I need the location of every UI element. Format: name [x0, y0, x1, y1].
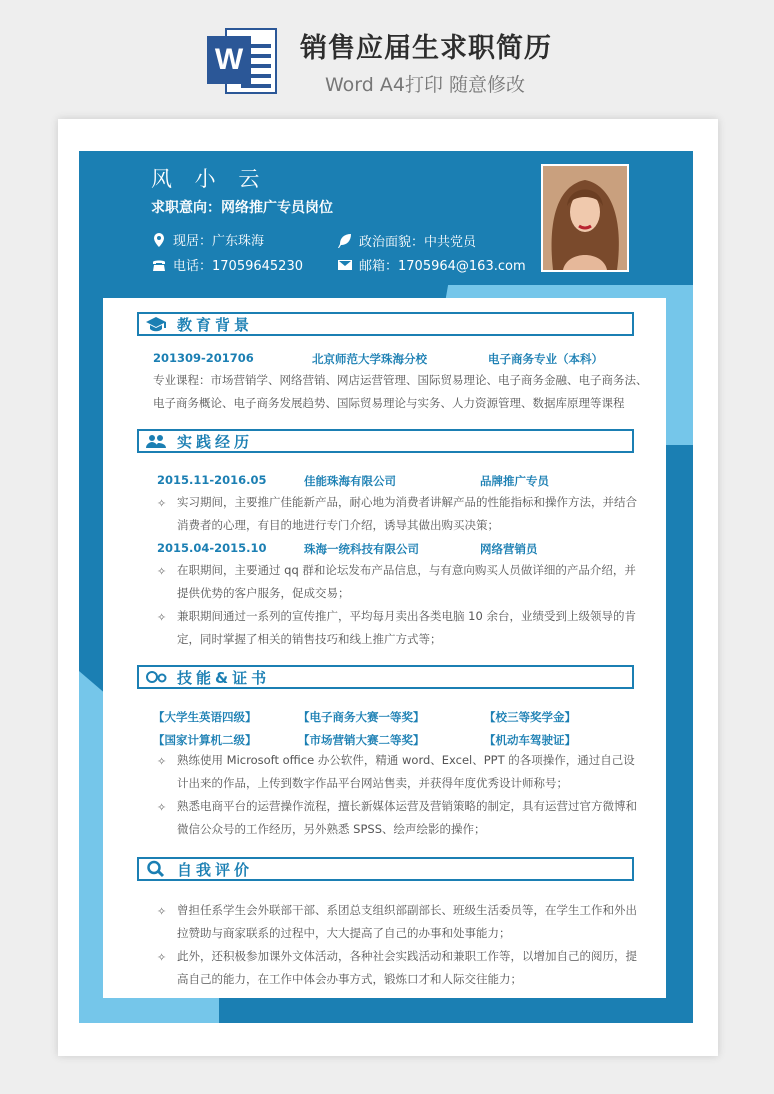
edu-courses-line1: 专业课程：市场营销学、网络营销、网店运营管理、国际贸易理论、电子商务金融、电子商务法、: [153, 373, 648, 387]
graduation-cap-icon: [145, 315, 167, 333]
job1-period: 2015.11-2016.05: [157, 473, 267, 487]
bullet-icon: ✧: [157, 801, 167, 814]
location-row: [151, 230, 264, 249]
cert-1: 【大学生英语四级】: [153, 710, 257, 724]
gears-icon: [145, 668, 167, 686]
skills-desc2: 熟悉电商平台的运营操作流程，擅长新媒体运营及营销策略的制定，具有运营过官方微博和微信公众号的工作经历，另外熟悉 SPSS、绘声绘影的操作；: [177, 799, 637, 836]
location-text: 现居：广东珠海: [173, 234, 265, 249]
skills-desc1: 熟练使用 Microsoft office 办公软件，精通 word、Excel、PPT 的各项操作，通过自己设计出来的作品，上传到数字作品平台网站售卖，并获得年度优秀设计师称号；: [177, 753, 635, 790]
job2-desc1: 在职期间，主要通过 qq 群和论坛发布产品信息，与有意向购买人员做详细的产品介绍，并提供优势的客户服务，促成交易；: [177, 563, 636, 600]
banner-title: 销售应届生求职简历: [300, 33, 552, 64]
word-logo-letter: W: [207, 36, 251, 84]
email-text: 邮箱：1705964@163.com: [359, 259, 526, 274]
bullet-icon: ✧: [157, 565, 167, 578]
phone-row: [151, 255, 303, 274]
job2-company: 珠海一统科技有限公司: [304, 542, 419, 556]
word-icon: [207, 24, 279, 98]
mail-icon: [337, 257, 353, 273]
eval-desc1: 曾担任系学生会外联部干部、系团总支组织部副部长、班级生活委员等，在学生工作和外出拉赞助与商家联系的过程中，大大提高了自己的办事和处事能力；: [177, 903, 637, 940]
job1-role: 品牌推广专员: [480, 474, 549, 488]
bullet-icon: ✧: [157, 905, 167, 918]
politics-row: [337, 231, 476, 250]
location-pin-icon: [151, 232, 167, 248]
bullet-icon: ✧: [157, 755, 167, 768]
job1-desc: 实习期间，主要推广佳能新产品，耐心地为消费者讲解产品的性能指标和操作方法，并结合消费者的心理，有目的地进行专门介绍，诱导其做出购买决策；: [177, 495, 637, 532]
leaf-icon: [337, 233, 353, 249]
candidate-name: 风 小 云: [151, 167, 268, 191]
job1-company: 佳能珠海有限公司: [304, 474, 396, 488]
section-skills: [137, 665, 634, 689]
section-experience: [137, 429, 634, 453]
edu-courses-line2: 电子商务概论、电子商务发展趋势、国际贸易理论与实务、人力资源管理、数据库原理等课程: [153, 396, 625, 410]
bullet-icon: ✧: [157, 497, 167, 510]
section-title-experience: 实践经历: [177, 432, 254, 451]
phone-icon: [151, 257, 167, 273]
email-row: [337, 255, 526, 274]
cert-4: 【国家计算机二级】: [153, 733, 257, 747]
search-icon: [145, 860, 167, 878]
section-title-skills: 技能&证书: [177, 668, 271, 687]
bullet-icon: ✧: [157, 951, 167, 964]
job2-desc2: 兼职期间通过一系列的宣传推广，平均每月卖出各类电脑 10 余台，业绩受到上级领导的肯定，同时掌握了相关的销售技巧和线上推广方式等；: [177, 609, 636, 646]
section-education: [137, 312, 634, 336]
section-title-education: 教育背景: [177, 315, 254, 334]
cert-6: 【机动车驾驶证】: [484, 733, 576, 747]
cert-2: 【电子商务大赛一等奖】: [298, 710, 425, 724]
section-evaluation: [137, 857, 634, 881]
edu-school: 北京师范大学珠海分校: [312, 352, 427, 366]
job2-role: 网络营销员: [480, 542, 538, 556]
job-intent: 求职意向：网络推广专员岗位: [151, 200, 333, 216]
edu-period: 201309-201706: [153, 351, 254, 365]
cert-3: 【校三等奖学金】: [484, 710, 576, 724]
section-title-evaluation: 自我评价: [177, 860, 254, 879]
phone-text: 电话：17059645230: [173, 259, 303, 274]
profile-photo: [541, 164, 629, 272]
banner: [0, 0, 774, 118]
bullet-icon: ✧: [157, 611, 167, 624]
banner-subtitle: Word A4打印 随意修改: [325, 74, 526, 96]
eval-desc2: 此外，还积极参加课外文体活动，各种社会实践活动和兼职工作等，以增加自己的阅历，提高自己的能力，在工作中体会办事方式，锻炼口才和人际交往能力；: [177, 949, 637, 986]
politics-text: 政治面貌：中共党员: [359, 235, 477, 250]
people-icon: [145, 432, 167, 450]
edu-major: 电子商务专业（本科）: [488, 352, 603, 366]
cert-5: 【市场营销大赛二等奖】: [298, 733, 425, 747]
job2-period: 2015.04-2015.10: [157, 541, 267, 555]
